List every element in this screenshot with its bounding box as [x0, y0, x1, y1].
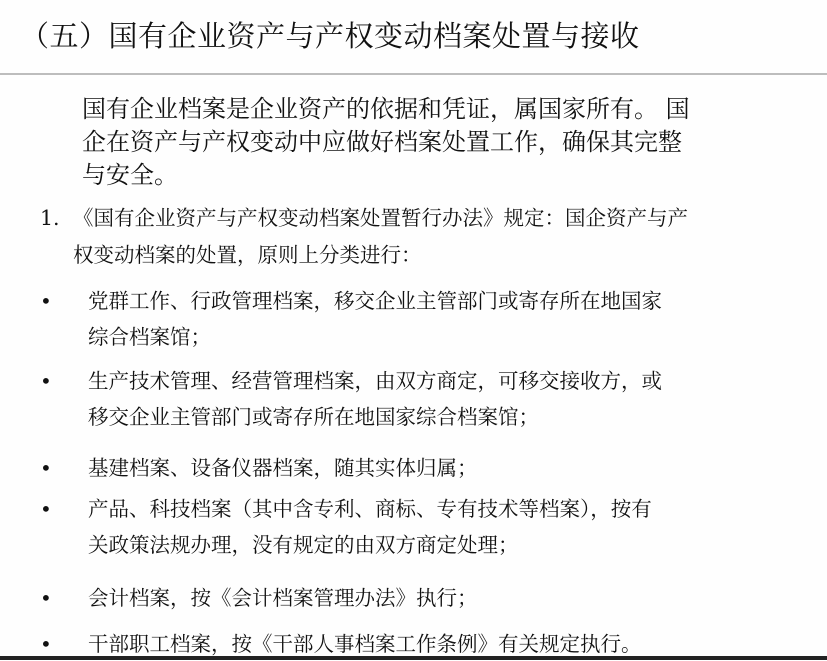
bullet-icon: • [40, 369, 52, 393]
bullet-line: 党群工作、行政管理档案，移交企业主管部门或寄存所在地国家 [88, 289, 662, 313]
item-number: 1. [40, 206, 60, 230]
bullet-icon: • [40, 632, 52, 656]
bullet-icon: • [40, 456, 52, 480]
intro-line: 企在资产与产权变动中应做好档案处置工作，确保其完整 [82, 128, 682, 156]
bullet-line: 移交企业主管部门或寄存所在地国家综合档案馆； [88, 405, 539, 429]
bullet-line: 干部职工档案，按《干部人事档案工作条例》有关规定执行。 [88, 632, 642, 656]
bullet-icon: • [40, 586, 52, 610]
intro-line: 国有企业档案是企业资产的依据和凭证，属国家所有。 国 [82, 95, 690, 123]
bullet-line: 产品、科技档案（其中含专利、商标、专有技术等档案），按有 [88, 497, 652, 521]
item-line: 权变动档案的处置，原则上分类进行： [73, 243, 422, 267]
bullet-icon: • [40, 497, 52, 521]
bullet-icon: • [40, 289, 52, 313]
bullet-line: 基建档案、设备仪器档案，随其实体归属； [88, 456, 478, 480]
bottom-border [0, 656, 827, 660]
intro-line: 与安全。 [82, 161, 178, 189]
page-title: （五）国有企业资产与产权变动档案处置与接收 [20, 19, 640, 53]
intro-paragraph [82, 93, 792, 192]
bullet-line: 关政策法规办理，没有规定的由双方商定处理； [88, 533, 519, 557]
bullet-line: 生产技术管理、经营管理档案，由双方商定，可移交接收方，或 [88, 369, 662, 393]
bullet-line: 综合档案馆； [88, 325, 211, 349]
title-divider [0, 73, 827, 75]
bullet-line: 会计档案，按《会计档案管理办法》执行； [88, 586, 478, 610]
item-line: 《国有企业资产与产权变动档案处置暂行办法》规定：国企资产与产 [73, 206, 688, 230]
